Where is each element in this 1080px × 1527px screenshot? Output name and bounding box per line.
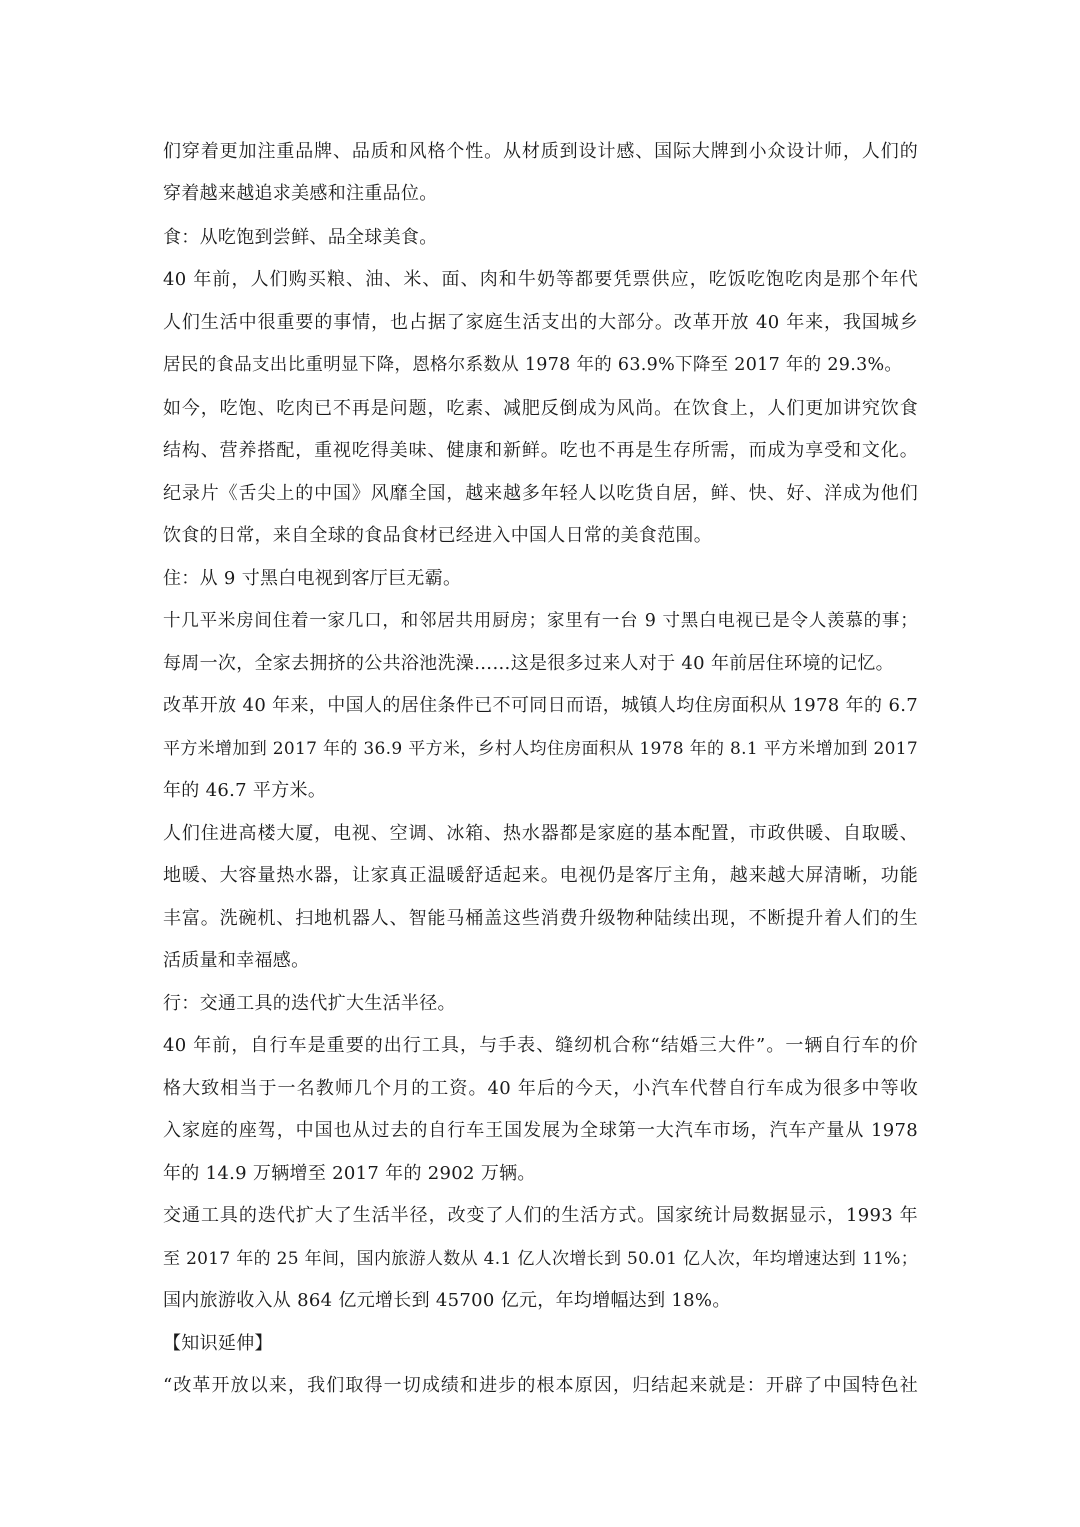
- paragraph-line: 活质量和幸福感。: [163, 950, 310, 971]
- paragraph-line: 40 年前，人们购买粮、油、米、面、肉和牛奶等都要凭票供应，吃饭吃饱吃肉是那个年代: [163, 269, 918, 290]
- paragraph-line: 们穿着更加注重品牌、品质和风格个性。从材质到设计感、国际大牌到小众设计师，人们的: [163, 141, 918, 162]
- paragraph-line: 交通工具的迭代扩大了生活半径，改变了人们的生活方式。国家统计局数据显示，1993 年: [163, 1205, 918, 1226]
- paragraph-line: 丰富。洗碗机、扫地机器人、智能马桶盖这些消费升级物种陆续出现，不断提升着人们的生: [163, 908, 918, 929]
- paragraph-line: 如今，吃饱、吃肉已不再是问题，吃素、减肥反倒成为风尚。在饮食上，人们更加讲究饮食: [163, 398, 918, 419]
- paragraph-line: “改革开放以来，我们取得一切成绩和进步的根本原因，归结起来就是：开辟了中国特色社: [163, 1375, 918, 1396]
- paragraph-line: 穿着越来越追求美感和注重品位。: [163, 183, 438, 204]
- paragraph-line: 每周一次，全家去拥挤的公共浴池洗澡……这是很多过来人对于 40 年前居住环境的记忆。: [163, 653, 894, 674]
- paragraph-line: 人们生活中很重要的事情，也占据了家庭生活支出的大部分。改革开放 40 年来，我国城乡: [163, 312, 918, 333]
- paragraph-line: 40 年前，自行车是重要的出行工具，与手表、缝纫机合称“结婚三大件”。一辆自行车的价: [163, 1035, 918, 1056]
- paragraph-line: 结构、营养搭配，重视吃得美味、健康和新鲜。吃也不再是生存所需，而成为享受和文化。: [163, 440, 918, 461]
- paragraph-line: 国内旅游收入从 864 亿元增长到 45700 亿元，年均增幅达到 18%。: [163, 1290, 731, 1311]
- paragraph-line: 人们住进高楼大厦，电视、空调、冰箱、热水器都是家庭的基本配置，市政供暖、自取暖、: [163, 823, 918, 844]
- paragraph-line: 年的 14.9 万辆增至 2017 年的 2902 万辆。: [163, 1163, 536, 1184]
- paragraph-line: 纪录片《舌尖上的中国》风靡全国，越来越多年轻人以吃货自居，鲜、快、好、洋成为他们: [163, 483, 918, 504]
- paragraph-line: 改革开放 40 年来，中国人的居住条件已不可同日而语，城镇人均住房面积从 1978 年的 6.7: [163, 695, 918, 716]
- paragraph-line: 地暖、大容量热水器，让家真正温暖舒适起来。电视仍是客厅主角，越来越大屏清晰，功能: [163, 865, 918, 886]
- paragraph-line: 十几平米房间住着一家几口，和邻居共用厨房；家里有一台 9 寸黑白电视已是令人羡慕的事；: [163, 611, 918, 631]
- paragraph-line: 格大致相当于一名教师几个月的工资。40 年后的今天，小汽车代替自行车成为很多中等收: [163, 1078, 918, 1099]
- section-heading-food: 食：从吃饱到尝鲜、品全球美食。: [163, 227, 438, 248]
- section-heading-knowledge-extension: 【知识延伸】: [163, 1333, 273, 1354]
- section-heading-housing: 住：从 9 寸黑白电视到客厅巨无霸。: [163, 568, 462, 589]
- paragraph-line: 入家庭的座驾，中国也从过去的自行车王国发展为全球第一大汽车市场，汽车产量从 1978: [163, 1120, 918, 1141]
- paragraph-line: 至 2017 年的 25 年间，国内旅游人数从 4.1 亿人次增长到 50.01 亿人次，年均增速达到 11%；: [163, 1249, 918, 1269]
- paragraph-line: 年的 46.7 平方米。: [163, 780, 327, 801]
- paragraph-line: 饮食的日常，来自全球的食品食材已经进入中国人日常的美食范围。: [163, 525, 712, 546]
- paragraph-line: 居民的食品支出比重明显下降，恩格尔系数从 1978 年的 63.9%下降至 2017 年的 29.3%。: [163, 355, 903, 375]
- paragraph-line: 平方米增加到 2017 年的 36.9 平方米，乡村人均住房面积从 1978 年的 8.1 平方米增加到 2017: [163, 739, 918, 759]
- section-heading-transport: 行：交通工具的迭代扩大生活半径。: [163, 993, 456, 1014]
